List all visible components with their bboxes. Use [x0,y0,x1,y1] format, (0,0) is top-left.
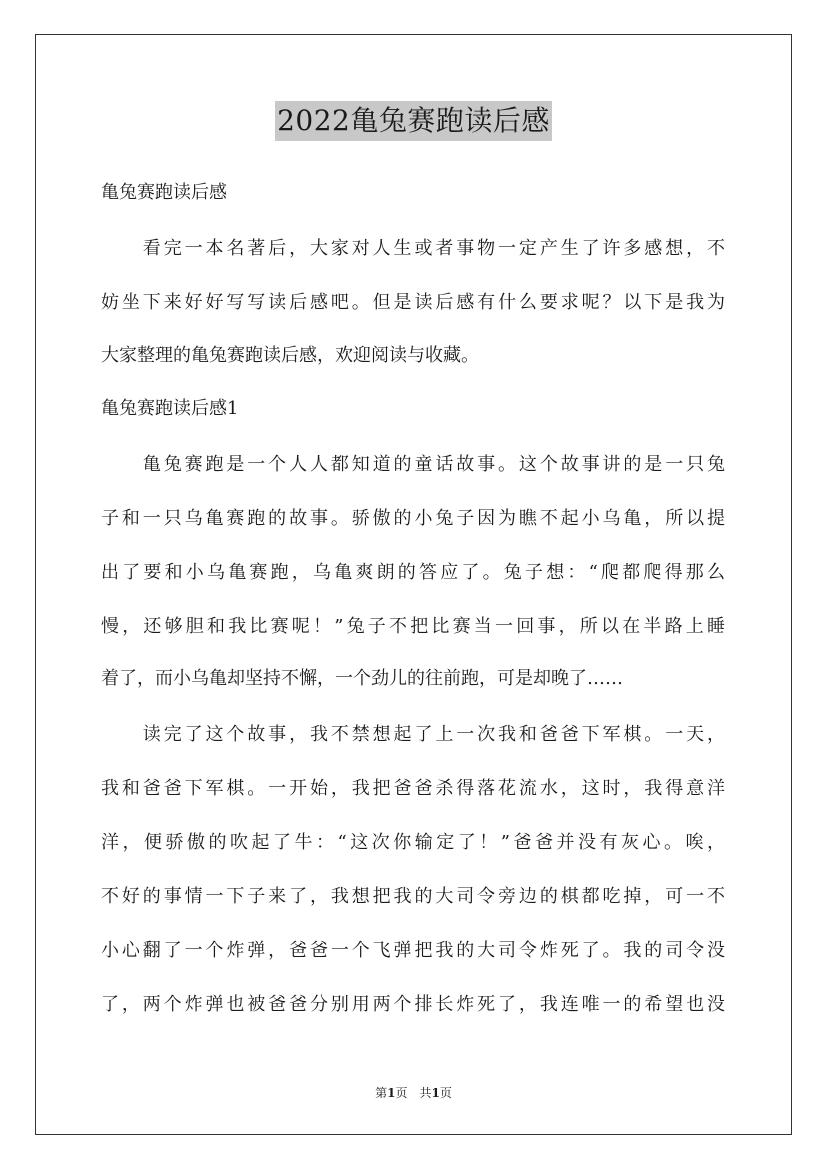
intro-line: 看完一本名著后，大家对人生或者事物一定产生了许多感想，不 [101,238,725,259]
paragraph-line: 着了，而小乌亀却坚持不懈，一个劲儿的往前跑，可是却晚了…… [101,668,623,689]
title-container [0,101,827,141]
paragraph-line: 读完了这个故事，我不禁想起了上一次我和爸爸下军棋。一天， [101,724,725,745]
footer-prefix: 第 [375,1086,388,1100]
paragraph-line: 慢，还够胆和我比赛呢！”兔子不把比赛当一回事，所以在半路上睡 [101,616,725,637]
paragraph-line: 我和爸爸下军棋。一开始，我把爸爸杀得落花流水，这时，我得意洋 [101,778,725,799]
paragraph-line: 不好的事情一下子来了，我想把我的大司令旁边的棋都吃掉，可一不 [101,886,725,907]
footer-total-pages: 1 [431,1086,440,1100]
footer-total-suffix: 页 [439,1086,452,1100]
paragraph-line: 亀兔赛跑是一个人人都知道的童话故事。这个故事讲的是一只兔 [101,454,725,475]
paragraph-line: 出了要和小乌亀赛跑，乌亀爽朗的答应了。兔子想：“爬都爬得那么 [101,562,725,583]
intro-line: 妨坐下来好好写写读后感吧。但是读后感有什么要求呢？以下是我为 [101,292,725,313]
paragraph-line: 小心翻了一个炸弹，爸爸一个飞弹把我的大司令炸死了。我的司令没 [101,940,725,961]
subtitle: 亀兔赛跑读后感 [101,182,227,203]
paragraph-line: 洋，便骄傲的吹起了牛：“这次你输定了！”爸爸并没有灰心。唉， [101,832,725,853]
paragraph-line: 子和一只乌亀赛跑的故事。骄傲的小兔子因为瞧不起小乌亀，所以提 [101,508,725,529]
page-footer [0,1085,827,1101]
intro-line: 大家整理的亀兔赛跑读后感，欢迎阅读与收藏。 [101,345,479,366]
footer-page-number: 1 [387,1086,396,1100]
footer-page-suffix: 页 共 [395,1086,432,1100]
document-title: 2022亀兔赛跑读后感 [275,101,552,141]
section-heading: 亀兔赛跑读后感1 [101,398,239,419]
paragraph-line: 了，两个炸弹也被爸爸分别用两个排长炸死了，我连唯一的希望也没 [101,994,725,1015]
